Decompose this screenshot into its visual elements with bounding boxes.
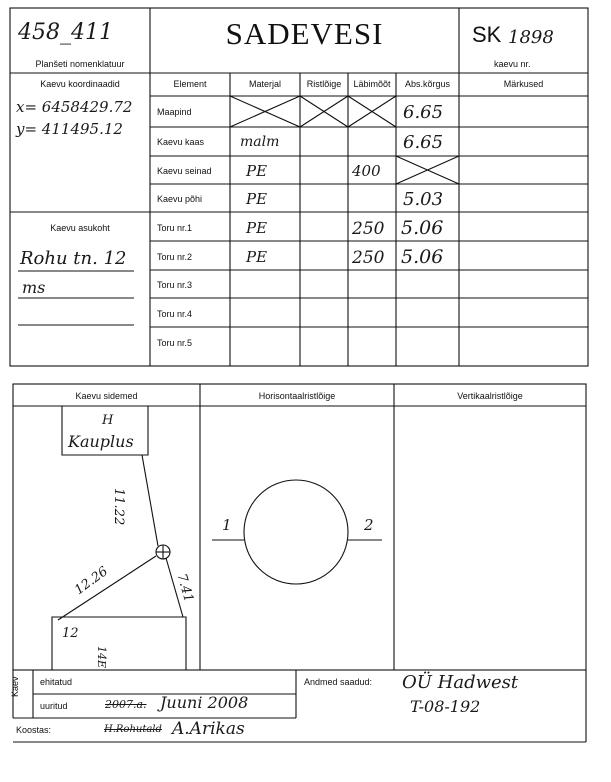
- distance-left: 12.26: [72, 564, 111, 599]
- house-letter: H: [102, 413, 114, 428]
- col-header-ristloige: Ristlõige: [306, 79, 342, 89]
- col-header-labimoot: Läbimõõt: [353, 79, 391, 89]
- koostas-label: Koostas:: [16, 725, 52, 735]
- coord-x: x= 6458429.72: [16, 98, 133, 116]
- location-note: ms: [22, 278, 46, 297]
- row-abs: 6.65: [403, 132, 444, 153]
- pipe-label-2: 2: [364, 516, 374, 534]
- row-element: Toru nr.1: [157, 223, 193, 233]
- row-materjal: PE: [246, 190, 268, 208]
- row-element: Kaevu põhi: [157, 194, 203, 204]
- row-labimoot: 250: [352, 248, 385, 268]
- kaev-label: Kaev: [10, 676, 20, 697]
- row-element: Maapind: [157, 107, 192, 117]
- row-abs: 6.65: [403, 102, 444, 123]
- koostas-value: A.Arikas: [172, 719, 245, 739]
- well-number: 1898: [508, 27, 554, 48]
- coord-y: y= 411495.12: [16, 120, 123, 138]
- house-name: Kauplus: [68, 432, 134, 451]
- row-abs: 5.06: [401, 217, 444, 239]
- row-materjal: PE: [246, 162, 268, 180]
- page-title: SADEVESI: [225, 16, 384, 51]
- row-labimoot: 250: [352, 219, 385, 239]
- row-element: Toru nr.2: [157, 252, 193, 262]
- row-materjal: PE: [246, 219, 268, 237]
- col-header-materjal: Materjal: [248, 79, 281, 89]
- row-abs: 5.03: [403, 189, 444, 210]
- row-element: Toru nr.3: [157, 280, 193, 290]
- row-materjal: malm: [240, 134, 280, 150]
- koostas-struck: H.Rohutald: [104, 724, 162, 735]
- row-element: Toru nr.5: [157, 338, 193, 348]
- uuritud-value: Juuni 2008: [160, 693, 249, 712]
- row-element: Kaevu seinad: [157, 166, 212, 176]
- section-title-connections: Kaevu sidemed: [75, 391, 138, 401]
- coords-label: Kaevu koordinaadid: [40, 79, 120, 89]
- col-header-abs: Abs.kõrgus: [404, 79, 451, 89]
- uuritud-label: uuritud: [40, 701, 68, 711]
- ehitatud-label: ehitatud: [40, 677, 73, 687]
- distance-top: 11.22: [111, 488, 126, 526]
- location-label: Kaevu asukoht: [50, 223, 110, 233]
- row-labimoot: 400: [352, 162, 381, 180]
- andmed-code: T-08-192: [410, 697, 481, 716]
- row-element: Toru nr.4: [157, 309, 193, 319]
- andmed-label: Andmed saadud:: [304, 677, 373, 687]
- row-abs: 5.06: [401, 246, 444, 268]
- uuritud-struck: 2007.a.: [105, 698, 147, 711]
- section-title-horizontal: Horisontaalristlõige: [258, 391, 336, 401]
- nomenclature-value: 458_411: [18, 20, 113, 45]
- col-header-element: Element: [173, 79, 207, 89]
- col-header-markused: Märkused: [503, 79, 544, 89]
- row-element: Kaevu kaas: [157, 137, 205, 147]
- location-street: Rohu tn. 12: [20, 248, 127, 269]
- section-title-vertical: Vertikaalristlõige: [457, 391, 523, 401]
- nomenclature-label: Planšeti nomenklatuur: [35, 59, 125, 69]
- distance-right: 7.41: [173, 572, 196, 604]
- well-prefix: SK: [472, 22, 502, 47]
- well-label: kaevu nr.: [494, 59, 531, 69]
- pipe-label-1: 1: [222, 516, 232, 534]
- row-materjal: PE: [246, 248, 268, 266]
- andmed-company: OÜ Hadwest: [402, 672, 519, 693]
- building-number: 12: [62, 626, 79, 641]
- building-number-bottom: 14E: [95, 646, 108, 669]
